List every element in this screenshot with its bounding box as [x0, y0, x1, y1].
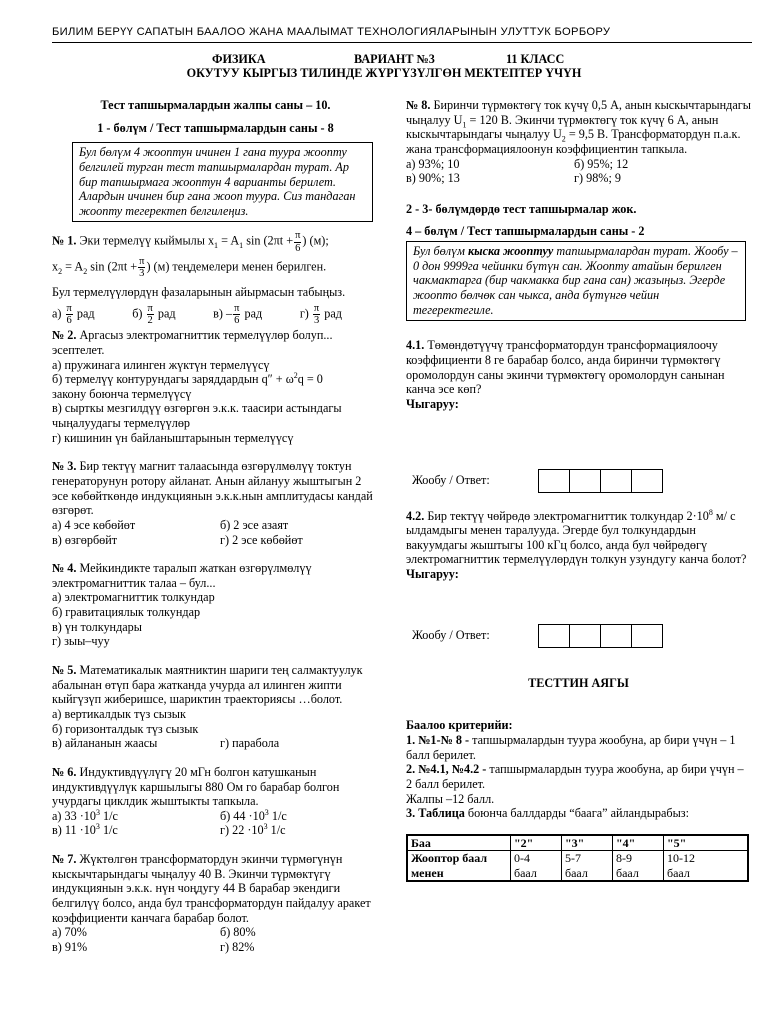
note-bold: кыска жооптуу	[467, 244, 554, 259]
q8-text: = 9,5 В. Трансформатордун п.а.к. жана трансформациялоонун коэффициентин тапкыла.	[406, 127, 741, 156]
q1-text: sin (2πt +	[243, 233, 294, 248]
solution-label: Чыгаруу:	[406, 396, 459, 411]
question-3	[52, 459, 379, 547]
q5-option-d[interactable]: г) парабола	[220, 736, 280, 751]
opt: б) 44 ·10	[220, 808, 265, 823]
q1-text: x	[52, 258, 59, 273]
part1-instructions: Бул бөлүм 4 жооптун ичинен 1 гана туура жоопту белгилей турган тест тапшырмалардан турат. Ар бир тапшырмага жооптун 4 варианты берилет. Алардын ичинен бир гана жооп туура. Сиз тандаган жоопту тегеректеп белгилеңиз.	[72, 142, 373, 222]
fraction	[138, 256, 145, 279]
q2-option-a[interactable]: а) пружинага илинген жүктүн термелүүсү	[52, 357, 270, 372]
answer-boxes-4-1	[538, 469, 663, 493]
q4-option-b[interactable]: б) гравитациялык толкундар	[52, 605, 201, 620]
q4-text: Мейкиндикте таралып жаткан өзгөрүлмөлүү электромагниттик талаа – бул...	[52, 561, 312, 590]
q41-number: 4.1.	[406, 338, 425, 353]
table-header: "3"	[562, 835, 613, 851]
q6-option-d[interactable]	[220, 823, 286, 838]
question-2	[52, 328, 379, 445]
cell-value: баал	[514, 865, 537, 880]
table-row	[407, 835, 748, 851]
criteria-1-text: тапшырмалардын туура жообуна, ар бири үчүн – 1 балл берилет.	[406, 733, 736, 762]
num: π	[234, 303, 240, 315]
question-1	[52, 230, 379, 326]
num: π	[295, 230, 301, 242]
left-column	[52, 98, 379, 955]
q1-text: Бул термелүүлөрдүн фазаларынын айырмасын табыңыз.	[52, 284, 346, 299]
table-header: "2"	[511, 835, 562, 851]
table-cell	[511, 851, 562, 881]
grade-title: 11 КЛАСС	[506, 52, 565, 66]
criteria	[406, 718, 751, 820]
opt: а)	[52, 306, 62, 321]
part4-instructions	[406, 241, 746, 321]
sub: 1	[239, 241, 244, 251]
q3-option-b[interactable]: б) 2 эсе азаят	[220, 517, 289, 532]
fraction	[66, 303, 73, 326]
question-4-1	[406, 338, 751, 492]
table-header: "4"	[613, 835, 664, 851]
q2-number: № 2.	[52, 328, 77, 343]
answer-cell[interactable]	[539, 470, 570, 492]
sup: 3	[264, 807, 269, 817]
table-cell	[664, 851, 749, 881]
q42-text: м/ с ылдамдыгы менен таралууда. Эгерде бул толкундардын вакуумдагы жыштыгы 100 кГц болсо, анда бул чөйрөдөгү электромагниттик термелүүлөрдүн толкун узундугу канча болот?	[406, 508, 747, 567]
criteria-3-text: боюнча баллдарды “баага” айландырабыз:	[464, 806, 690, 821]
q41-text: Төмөндөтүүчү трансформатордун трансформациялоочу коэффициенти 8 ге барабар болсо, анда биринчи түрмөктөгү оромолордун саны экинчи түрмөктөгү оромолордун санынан канча эсе көп?	[406, 338, 725, 397]
num: π	[139, 255, 145, 267]
q1-text: = A	[218, 233, 240, 248]
unit: рад	[76, 306, 95, 321]
criteria-1-bold: 1. №1-№ 8 -	[406, 733, 470, 748]
opt: 1/с	[268, 808, 287, 823]
q4-option-a[interactable]: а) электромагниттик толкундар	[52, 590, 215, 605]
question-8	[406, 98, 751, 186]
opt: г) 22 ·10	[220, 823, 264, 838]
question-7	[52, 852, 379, 954]
q5-text: Математикалык маятниктин шариги тең салмактуулук абалынан өтүп бара жатканда учурда ал илинген жипти кыйгүзүп жиберишсе, шариктин траекториясы …болот.	[52, 663, 363, 707]
q2-text: Аргасыз электромагниттик термелүүлөр болуп... эсептелет.	[52, 328, 333, 357]
opt: 1/с	[99, 823, 118, 838]
total-tasks: Тест тапшырмалардын жалпы саны – 10.	[100, 98, 331, 112]
solution-label: Чыгаруу:	[406, 567, 459, 582]
opt: б) термелүү контурундагы заряддардын q″ + ω	[52, 372, 294, 387]
answer-cell[interactable]	[570, 470, 601, 492]
opt: г)	[299, 306, 309, 321]
criteria-total: Жалпы –12 балл.	[406, 791, 495, 806]
question-4-2	[406, 509, 751, 648]
table-cell	[613, 851, 664, 881]
part1-title: 1 - бөлүм / Тест тапшырмалардын саны - 8	[97, 120, 334, 135]
answer-cell[interactable]	[601, 625, 632, 647]
sup: 3	[96, 807, 100, 817]
answer-cell[interactable]	[601, 470, 632, 492]
cell-value: баал	[667, 865, 690, 880]
cell-value: баал	[616, 865, 639, 880]
q8-option-b[interactable]: б) 95%; 12	[574, 156, 629, 171]
q3-option-d[interactable]: г) 2 эсе көбөйөт	[220, 532, 303, 547]
q7-option-b[interactable]: б) 80%	[220, 925, 256, 940]
sub: 1	[214, 241, 219, 251]
opt: закону боюнча термелүүсү	[52, 386, 192, 401]
q5-number: № 5.	[52, 663, 77, 678]
table-header: Баа	[407, 835, 511, 851]
q6-option-a[interactable]	[52, 809, 220, 824]
q6-option-c[interactable]	[52, 823, 220, 838]
answer-cell[interactable]	[632, 625, 662, 647]
variant-title: ВАРИАНТ №3	[354, 52, 435, 66]
q3-option-c[interactable]: в) өзгөрбөйт	[52, 532, 118, 547]
q8-option-a[interactable]: а) 93%; 10	[406, 156, 460, 171]
cell-value: 10-12	[667, 851, 695, 866]
answer-row-4-2	[406, 624, 751, 648]
sub: 2	[561, 134, 566, 144]
criteria-3-bold: 3. Таблица	[406, 806, 465, 821]
question-6	[52, 765, 379, 838]
q7-option-d[interactable]: г) 82%	[220, 939, 255, 954]
den: 2	[147, 315, 153, 327]
q1-text: ) (м) теңдемелери менен берилген.	[146, 258, 327, 273]
cell-value: 0-4	[514, 851, 530, 866]
num: π	[66, 303, 72, 315]
opt: а) 33 ·10	[52, 808, 96, 823]
table-cell	[562, 851, 613, 881]
cell-value: 8-9	[616, 851, 632, 866]
test-end: ТЕСТТИН АЯГЫ	[528, 675, 629, 690]
header-rule	[52, 42, 752, 43]
q1-text: = A	[62, 258, 84, 273]
question-5	[52, 663, 379, 751]
answer-cell[interactable]	[632, 470, 662, 492]
q1-number: № 1.	[52, 233, 77, 248]
unit: рад	[324, 306, 342, 321]
opt: в) 11 ·10	[52, 823, 96, 838]
cell-value: баал	[565, 865, 588, 880]
unit: рад	[244, 306, 263, 321]
school-title: ОКУТУУ КЫРГЫЗ ТИЛИНДЕ ЖҮРГҮЗҮЛГӨН МЕКТЕПТЕР ҮЧҮН	[186, 66, 582, 80]
q3-number: № 3.	[52, 459, 77, 474]
answer-label: Жообу / Ответ:	[412, 628, 490, 643]
unit: рад	[157, 306, 176, 321]
den: 6	[234, 315, 240, 327]
q2-option-d[interactable]: г) кишинин үн байланыштарынын термелүүсү	[52, 430, 294, 445]
opt: в) –	[213, 306, 233, 321]
sub: 1	[462, 120, 467, 130]
q4-option-c[interactable]: в) үн толкундары	[52, 619, 142, 634]
q7-option-a[interactable]: а) 70%	[52, 925, 87, 940]
question-4	[52, 561, 379, 649]
q1-option-a[interactable]	[52, 303, 95, 326]
den: 3	[139, 267, 145, 279]
q42-number: 4.2.	[406, 508, 425, 523]
answer-boxes-4-2	[538, 624, 663, 648]
answer-cell[interactable]	[539, 625, 570, 647]
q1-option-b[interactable]	[132, 303, 175, 326]
q6-option-b[interactable]	[220, 809, 287, 824]
q1-text: Эки термелүү кыймылы x	[79, 233, 215, 248]
q4-option-d[interactable]: г) зыы–чуу	[52, 634, 110, 649]
num: π	[147, 303, 153, 315]
subject-title: ФИЗИКА	[212, 52, 266, 66]
sup: 3	[95, 822, 100, 832]
q2-option-c[interactable]: в) сырткы мезгилдүү өзгөргөн э.к.к. таасири астындагы чыңалуудагы термелүүлөр	[52, 401, 342, 431]
sup: 3	[263, 822, 268, 832]
fraction	[313, 303, 320, 326]
criteria-2-bold: 2. №4.1, №4.2 -	[406, 762, 487, 777]
opt: q = 0	[297, 372, 323, 387]
right-column	[406, 98, 751, 882]
q5-option-a[interactable]: а) вертикалдык түз сызык	[52, 706, 186, 721]
q7-text: Жүктөлгөн трансформатордун экинчи түрмөгүнүн кыскычтарындагы чыңалуу 40 В. Экинчи түрмөктүгү индукциянын э.к.к. нүн чоңдугу 44 В барабар экендиги белгилүү болсо, анда бул трансформатордун пайдалуу аракет коэффициенти канчага барабар болот.	[52, 852, 371, 925]
sup: 2	[293, 371, 298, 381]
q3-option-a[interactable]: а) 4 эсе көбөйөт	[52, 517, 136, 532]
note: Бул бөлүм	[413, 244, 468, 259]
q1-text: sin (2πt +	[87, 258, 138, 273]
q8-text: Биринчи түрмөктөгү ток күчү 0,5 А, анын кыскычтарындагы чыңалуу U	[406, 98, 751, 127]
num: π	[313, 303, 320, 315]
sup: 8	[708, 507, 713, 517]
q1-option-c[interactable]	[213, 303, 262, 326]
fraction	[147, 303, 154, 326]
q6-text: Индуктивдүүлүгү 20 мГн болгон катушканын индуктивдүүлүк каршылыгы 880 Ом го барабар болгон учурдагы циклдик жыштыкты тапкыла.	[52, 764, 340, 809]
table-cell: Жооптор баал менен	[407, 851, 511, 881]
q8-option-d[interactable]: г) 98%; 9	[574, 171, 621, 186]
opt: б)	[132, 306, 143, 321]
q8-option-c[interactable]: в) 90%; 13	[406, 171, 460, 186]
cell-value: 5-7	[565, 851, 581, 866]
q3-text: Бир тектүү магнит талаасында өзгөрүлмөлүү токтун генераторунун ротору айланат. Анын айлануу жыштыгын 2 эсе көбөйткөндө индукциянын э.к.к.нын амплитудасы кандай өзгөрөт.	[52, 459, 373, 518]
sub: 2	[58, 266, 63, 276]
note: тапшырмалардан турат. Жообу – 0 дон 9999га чейинки бүтүн сан. Жоопту атайын берилген чакмактарга (бир чакмакка бир гана сан) жазыңыз. Эгерде жоопто бөлчөк сан чыкса, анда бүтүнгө чейин тегеректегиле.	[413, 244, 738, 317]
answer-row-4-1	[406, 469, 751, 493]
part4-title: 4 – бөлүм / Тест тапшырмалардын саны - 2	[406, 224, 645, 239]
den: 6	[66, 315, 72, 327]
q1-text: ) (м);	[302, 233, 329, 248]
fraction	[294, 230, 301, 253]
part23-note: 2 - 3- бөлүмдөрдө тест тапшырмалар жок.	[406, 201, 637, 216]
q8-text: = 120 В. Экинчи түрмөктөгү ток күчү 6 А, анын кыскычтарындагы чыңалуу U	[406, 112, 719, 142]
q1-options	[52, 303, 342, 326]
q8-number: № 8.	[406, 98, 431, 112]
q7-number: № 7.	[52, 852, 77, 867]
q2-option-b[interactable]	[52, 372, 379, 401]
opt: 1/с	[267, 823, 286, 838]
opt: 1/с	[100, 808, 118, 823]
den: 6	[295, 242, 301, 254]
criteria-2-text: тапшырмалардын туура жообуна, ар бири үчүн – 2 балл берилет.	[406, 762, 744, 791]
q5-option-c[interactable]: в) айлананын жаасы	[52, 736, 158, 751]
q1-option-d[interactable]	[300, 303, 342, 326]
q5-option-b[interactable]: б) горизонталдык түз сызык	[52, 721, 199, 736]
q4-number: № 4.	[52, 561, 77, 576]
fraction	[233, 303, 240, 326]
den: 3	[313, 315, 320, 327]
table-header: "5"	[664, 835, 749, 851]
criteria-title: Баалоо критерийи:	[406, 718, 513, 733]
q6-number: № 6.	[52, 764, 77, 779]
sub: 2	[83, 266, 88, 276]
grade-table	[406, 834, 749, 882]
org-header: БИЛИМ БЕРҮҮ САПАТЫН БААЛОО ЖАНА МААЛЫМАТ ТЕХНОЛОГИЯЛАРЫНЫН УЛУТТУК БОРБОРУ	[52, 26, 611, 38]
q42-text: Бир тектүү чөйрөдө электромагниттик толкундар 2·10	[427, 508, 709, 523]
answer-cell[interactable]	[570, 625, 601, 647]
answer-label: Жообу / Ответ:	[412, 473, 490, 488]
table-row	[407, 851, 748, 881]
q7-option-c[interactable]: в) 91%	[52, 939, 88, 954]
